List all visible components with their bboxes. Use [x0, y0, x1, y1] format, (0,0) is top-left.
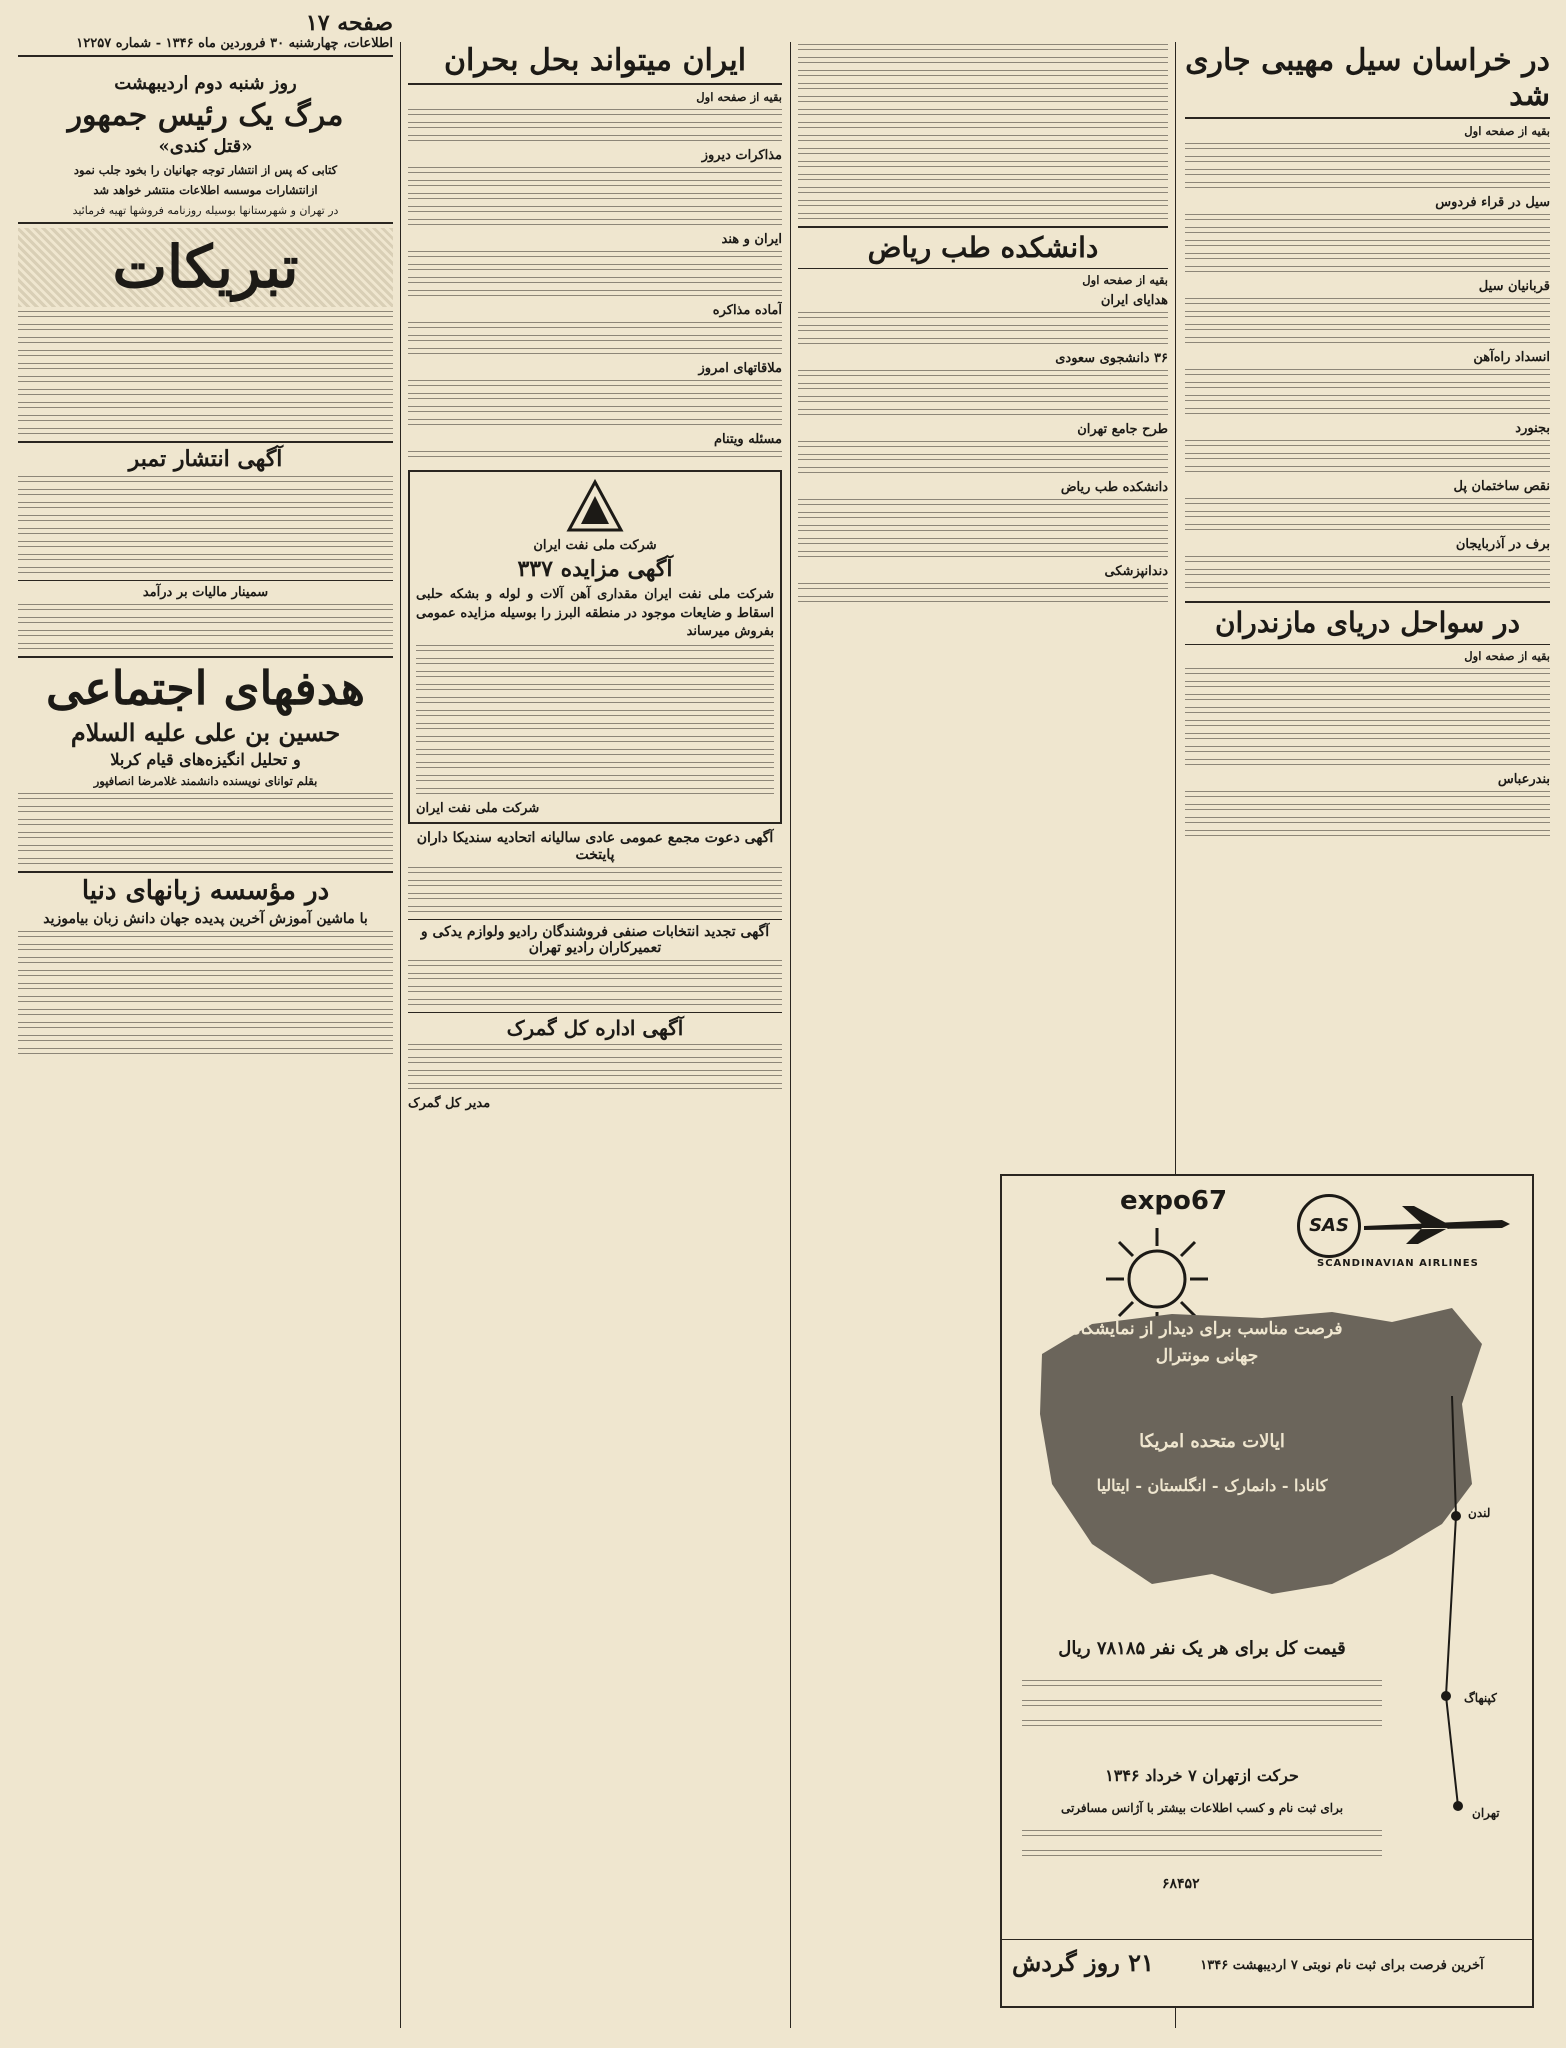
rule — [1185, 117, 1550, 119]
oil-company: شرکت ملی نفت ایران — [533, 537, 657, 553]
sub-meetings: ملاقاتهای امروز — [698, 360, 782, 376]
center-left-column — [408, 40, 782, 2030]
rule — [1185, 601, 1550, 603]
goals-subtitle: حسین بن علی علیه السلام — [70, 718, 341, 748]
city-tehran: تهران — [1472, 1806, 1500, 1820]
departure: حرکت ازتهران ۷ خرداد ۱۳۴۶ — [1105, 1766, 1299, 1785]
sub-ready: آماده مذاکره — [712, 302, 782, 318]
ad-tagline: فرصت مناسب برای دیدار از نمایشگاه جهانی مونترال — [1071, 1319, 1343, 1367]
sub-bridge: نقص ساختمان پل — [1453, 479, 1550, 495]
kennedy-lede2: ازانتشارات موسسه اطلاعات منتشر خواهد شد — [93, 183, 318, 198]
nioc-logo-icon — [565, 478, 625, 538]
sub-iran-india: ایران و هند — [721, 231, 782, 247]
kennedy-subtitle: «قتل کندی» — [158, 136, 253, 158]
tabrikat-title: تبریکات — [18, 228, 393, 307]
customs-sign: مدیر کل گمرک — [408, 1095, 491, 1111]
sub-talks: مذاکرات دیروز — [701, 147, 782, 163]
seminar-title: سمینار مالیات بر درآمد — [142, 585, 269, 601]
expo-logo: expo67 — [1120, 1186, 1228, 1216]
meeting-ad-title: آگهی دعوت مجمع عمومی عادی سالیانه اتحادیه سندیکا داران پایتخت — [416, 830, 774, 863]
oil-auction-ad — [408, 470, 782, 825]
continued-note: بقیه از صفحه اول — [1464, 648, 1550, 663]
sub-ferdows: سیل در قراء فردوس — [1435, 195, 1550, 211]
oil-ad-intro: شرکت ملی نفت ایران مقداری آهن آلات و لوله و بشکه حلبی اسقاط و ضایعات موجود در منطقه البرز را بوسیله مزایده عمومی بفروش میرساند — [416, 587, 774, 640]
map-title: ایالات متحده امریکا — [1139, 1431, 1285, 1452]
rule — [408, 919, 782, 920]
radio-ad-title: آگهی تجدید انتخابات صنفی فروشندگان رادیو ولوازم یدکی و تعمیرکاران رادیو تهران — [420, 923, 770, 956]
sub-students: ۳۶ دانشجوی سعودی — [1055, 350, 1168, 366]
iran-headline: ایران میتواند بحل بحران — [443, 43, 747, 78]
edition-line: اطلاعات، چهارشنبه ۳۰ فروردین ماه ۱۳۴۶ - شماره ۱۲۲۵۷ — [76, 36, 393, 51]
language-subtitle: با ماشین آموزش آخرین پدیده جهان دانش زبان بیاموزید — [43, 911, 368, 928]
sub-abbas: بندرعباس — [1497, 771, 1550, 787]
register: برای ثبت نام و کسب اطلاعات بیشتر با آژانس مسافرتی — [1060, 1801, 1344, 1815]
sub-vietnam: مسئله ویتنام — [713, 431, 782, 447]
column-rule — [790, 42, 791, 2028]
continued-note: بقیه از صفحه اول — [1464, 124, 1550, 138]
phone: ۶۸۴۵۲ — [1162, 1876, 1200, 1892]
column-rule — [400, 42, 401, 2028]
kennedy-title: مرگ یک رئیس جمهور — [67, 97, 344, 133]
rule — [18, 222, 393, 224]
goals-author: بقلم توانای نویسنده دانشمند غلامرضا انصافپور — [93, 774, 318, 788]
city-london: لندن — [1468, 1506, 1491, 1520]
airline-name: SCANDINAVIAN AIRLINES — [1317, 1258, 1479, 1269]
rule — [798, 226, 1168, 228]
stamp-notice-title: آگهی انتشار تمبر — [128, 445, 283, 472]
rule — [408, 83, 782, 85]
continued-note: بقیه از صفحه اول — [696, 89, 782, 104]
sub-dentist: دندانپزشکی — [1104, 563, 1168, 579]
kennedy-lede: کتابی که پس از انتشار توجه جهانیان را بخود جلب نمود — [73, 162, 338, 177]
footer-days: ۲۱ روز گردش — [1012, 1948, 1154, 1977]
sub-azerbaijan: برف در آذربایجان — [1455, 537, 1550, 553]
left-column — [18, 70, 393, 2030]
sub-victims: قربانیان سیل — [1478, 279, 1550, 295]
city-copenhagen: کپنهاگ — [1464, 1691, 1497, 1705]
sub-bojnurd: بجنورد — [1515, 421, 1550, 437]
rule — [408, 1012, 782, 1013]
goals-subtitle2: و تحلیل انگیزه‌های قیام کربلا — [110, 749, 301, 769]
rule — [798, 268, 1168, 269]
khorasan-headline: در خراسان سیل مهیبی جاری شد — [1185, 43, 1550, 113]
masthead — [18, 10, 393, 61]
rule — [18, 580, 393, 581]
masthead-rule — [18, 55, 393, 57]
airplane-icon — [1362, 1198, 1512, 1248]
mazandaran-headline: در سواحل دریای مازندران — [1214, 606, 1521, 640]
continued-note: بقیه از صفحه اول — [1082, 273, 1168, 288]
goals-title: هدفهای اجتماعی — [45, 661, 366, 716]
countries: کانادا - دانمارک - انگلستان - ایتالیا — [1096, 1476, 1328, 1495]
riyadh-headline: دانشکده طب ریاض — [867, 231, 1099, 264]
rule — [18, 871, 393, 873]
kennedy-distribution: در تهران و شهرستانها بوسیله روزنامه فروشها تهیه فرمائید — [72, 203, 339, 217]
sub-college: دانشکده طب ریاض — [1060, 479, 1168, 495]
oil-ad-signature: شرکت ملی نفت ایران — [416, 801, 540, 817]
sub-roads: انسداد راه‌آهن — [1473, 350, 1550, 366]
sub-gifts: هدایای ایران — [1100, 292, 1168, 308]
sas-logo: SAS — [1297, 1194, 1361, 1258]
oil-ad-title: آگهی مزایده ۳۳۷ — [517, 555, 673, 582]
rule — [18, 441, 393, 443]
price: قیمت کل برای هر یک نفر ۷۸۱۸۵ ریال — [1058, 1638, 1346, 1659]
rule — [1185, 644, 1550, 645]
rule — [18, 656, 393, 658]
customs-ad-title: آگهی اداره کل گمرک — [506, 1015, 684, 1040]
page-label: صفحه ۱۷ — [305, 10, 393, 36]
footer-note: آخرین فرصت برای ثبت نام نوبتی ۷ اردیبهشت ۱۳۴۶ — [1200, 1958, 1484, 1973]
language-title: در مؤسسه زبانهای دنیا — [81, 876, 330, 907]
route-line — [1422, 1396, 1482, 1816]
kennedy-date: روز شنبه دوم اردیبهشت — [114, 73, 297, 94]
sas-advert — [1000, 1174, 1534, 2008]
sub-plan: طرح جامع تهران — [1077, 421, 1168, 437]
